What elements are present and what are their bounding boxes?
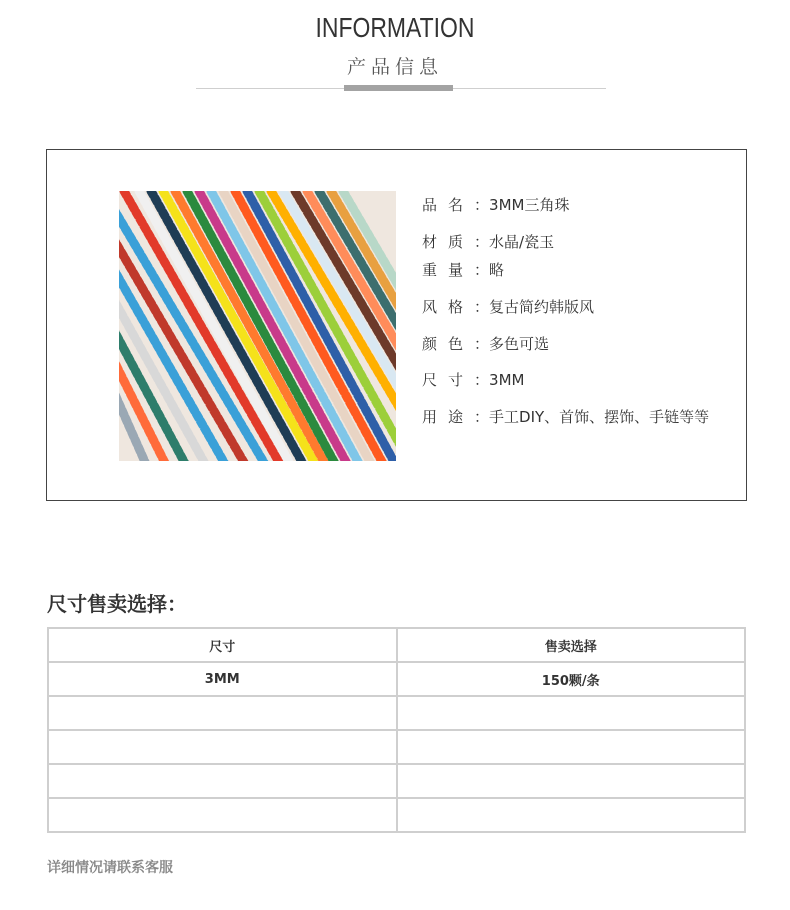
spec-separator: ： xyxy=(474,335,490,353)
spec-separator: ： xyxy=(474,233,490,251)
table-cell xyxy=(397,798,746,832)
table-header-row xyxy=(48,628,745,662)
table-cell xyxy=(397,764,746,798)
spec-separator: ： xyxy=(474,298,490,316)
table-cell xyxy=(48,798,397,832)
spec-value: 手工DIY、首饰、摆饰、手链等等 xyxy=(489,408,710,426)
header-title: INFORMATION xyxy=(315,12,475,43)
header-divider-accent xyxy=(344,85,453,91)
table-row xyxy=(48,696,745,730)
table-row xyxy=(48,798,745,832)
size-section-title: 尺寸售卖选择： xyxy=(47,592,187,616)
spec-row-style xyxy=(422,296,594,317)
spec-row-material xyxy=(422,231,554,252)
spec-row-size xyxy=(422,369,524,390)
table-cell: 3MM xyxy=(48,662,397,696)
table-cell xyxy=(397,730,746,764)
spec-value: 水晶/瓷玉 xyxy=(489,233,555,251)
size-table xyxy=(47,627,746,833)
bead-strands-image xyxy=(119,191,396,461)
spec-separator: ： xyxy=(474,371,490,389)
table-row xyxy=(48,730,745,764)
spec-label: 用途 xyxy=(422,408,475,426)
spec-separator: ： xyxy=(474,261,490,279)
spec-separator: ： xyxy=(474,408,490,426)
table-cell xyxy=(397,696,746,730)
spec-label: 品名 xyxy=(422,196,475,214)
product-info-box xyxy=(46,149,747,501)
table-cell xyxy=(48,730,397,764)
spec-separator: ： xyxy=(474,196,490,214)
spec-row-weight xyxy=(422,259,504,280)
spec-value: 略 xyxy=(489,261,505,279)
table-row xyxy=(48,764,745,798)
spec-row-name xyxy=(422,194,569,215)
spec-value: 多色可选 xyxy=(489,335,550,353)
header-subtitle: 产品信息 xyxy=(346,56,443,78)
spec-label: 风格 xyxy=(422,298,475,316)
product-photo xyxy=(119,191,396,461)
spec-row-color xyxy=(422,333,549,354)
spec-value: 3MM三角珠 xyxy=(489,196,570,214)
spec-label: 重量 xyxy=(422,261,475,279)
table-header-sale-option: 售卖选择 xyxy=(397,628,746,662)
spec-value: 复古简约韩版风 xyxy=(489,298,595,316)
table-cell xyxy=(48,696,397,730)
table-cell xyxy=(48,764,397,798)
spec-value: 3MM xyxy=(489,371,525,389)
spec-label: 材质 xyxy=(422,233,475,251)
contact-note: 详细情况请联系客服 xyxy=(47,860,173,876)
spec-label: 尺寸 xyxy=(422,371,475,389)
spec-label: 颜色 xyxy=(422,335,475,353)
table-row xyxy=(48,662,745,696)
table-cell: 150颗/条 xyxy=(397,662,746,696)
spec-row-usage xyxy=(422,406,709,427)
table-header-size: 尺寸 xyxy=(48,628,397,662)
